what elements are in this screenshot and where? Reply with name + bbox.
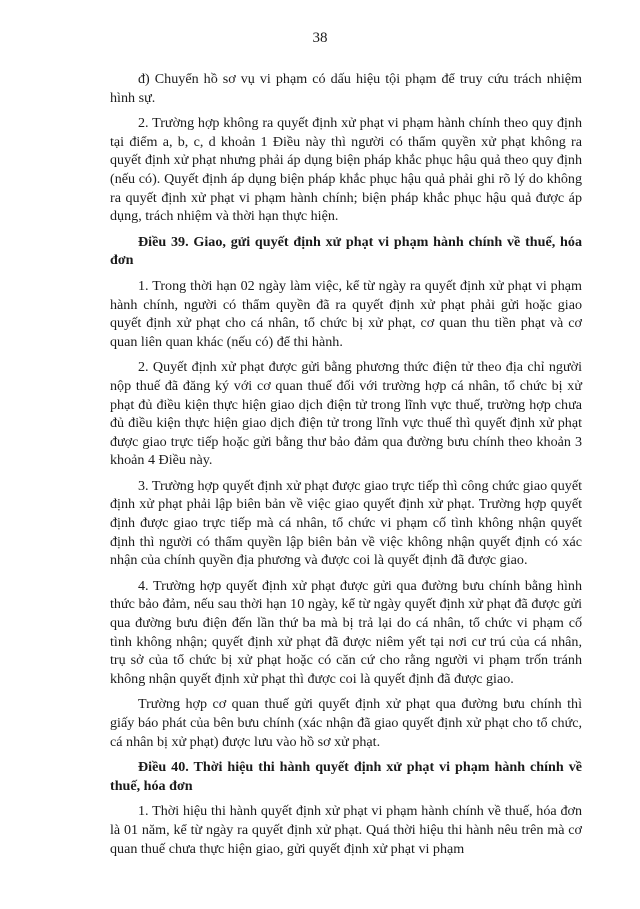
article-39-heading: Điều 39. Giao, gửi quyết định xử phạt vi phạm hành chính về thuế, hóa đơn bbox=[110, 233, 582, 269]
article-39-clause-4: 4. Trường hợp quyết định xử phạt được gửi qua đường bưu chính bằng hình thức bảo đảm, nếu sau thời hạn 10 ngày, kể từ ngày quyết định xử phạt đã được gửi qua đường bưu điện đến lần thứ ba mà bị trả lại do cá nhân, tổ chức vi phạm cố tình không nhận; quyết định xử phạt đã được niêm yết tại nơi cư trú của cá nhân, trụ sở của tổ chức bị xử phạt hoặc có căn cứ cho rằng người vi phạm trốn tránh không nhận quyết định xử phạt thì được coi là quyết định đã được giao. bbox=[110, 577, 582, 687]
page-number: 38 bbox=[312, 30, 328, 46]
article-39-clause-4-continued: Trường hợp cơ quan thuế gửi quyết định xử phạt qua đường bưu chính thì giấy báo phát của bên bưu chính (xác nhận đã giao quyết định xử phạt cho tổ chức, cá nhân bị xử phạt) được lưu vào hồ sơ xử phạt. bbox=[110, 696, 582, 750]
document-body bbox=[110, 70, 582, 865]
paragraph-clause-2: 2. Trường hợp không ra quyết định xử phạt vi phạm hành chính theo quy định tại điểm a, b, c, d khoản 1 Điều này thì người có thẩm quyền xử phạt không ra quyết định xử phạt nhưng phải áp dụng biện pháp khắc phục hậu quả theo quy định (nếu có). Quyết định áp dụng biện pháp khắc phục hậu quả phải ghi rõ lý do không ra quyết định xử phạt vi phạm hành chính; biện pháp khắc phục hậu quả được áp dụng, trách nhiệm và thời hạn thực hiện. bbox=[110, 115, 582, 225]
article-39-clause-3: 3. Trường hợp quyết định xử phạt được giao trực tiếp thì công chức giao quyết định xử phạt phải lập biên bản về việc giao quyết định xử phạt. Trường hợp quyết định được giao trực tiếp mà cá nhân, tổ chức vi phạm cố tình không nhận quyết định thì người có thẩm quyền lập biên bản về việc không nhận quyết định có xác nhận của chính quyền địa phương và được coi là quyết định đã được giao. bbox=[110, 477, 582, 569]
article-40-heading: Điều 40. Thời hiệu thi hành quyết định xử phạt vi phạm hành chính về thuế, hóa đơn bbox=[110, 759, 582, 794]
article-39-clause-2: 2. Quyết định xử phạt được gửi bằng phương thức điện tử theo địa chỉ người nộp thuế đã đăng ký với cơ quan thuế đối với trường hợp cá nhân, tổ chức bị xử phạt đủ điều kiện thực hiện giao dịch điện tử trong lĩnh vực thuế, trường hợp chưa đủ điều kiện thực hiện giao dịch điện tử trong lĩnh vực thuế thì quyết định xử phạt được giao trực tiếp hoặc gửi bằng thư bảo đảm qua đường bưu chính theo khoản 3 khoản 4 Điều này. bbox=[110, 359, 582, 469]
paragraph-item-d: đ) Chuyển hồ sơ vụ vi phạm có dấu hiệu tội phạm để truy cứu trách nhiệm hình sự. bbox=[110, 71, 582, 106]
article-39-clause-1: 1. Trong thời hạn 02 ngày làm việc, kể từ ngày ra quyết định xử phạt vi phạm hành chính, người có thẩm quyền đã ra quyết định xử phạt phải gửi hoặc giao quyết định xử phạt cho cá nhân, tổ chức bị xử phạt, cơ quan thu tiền phạt và cơ quan liên quan khác (nếu có) để thi hành. bbox=[110, 277, 582, 350]
article-40-clause-1: 1. Thời hiệu thi hành quyết định xử phạt vi phạm hành chính về thuế, hóa đơn là 01 năm, kể từ ngày ra quyết định xử phạt. Quá thời hiệu thi hành nêu trên mà cơ quan thuế chưa thực hiện giao, gửi quyết định xử phạt vi phạm bbox=[110, 803, 582, 857]
